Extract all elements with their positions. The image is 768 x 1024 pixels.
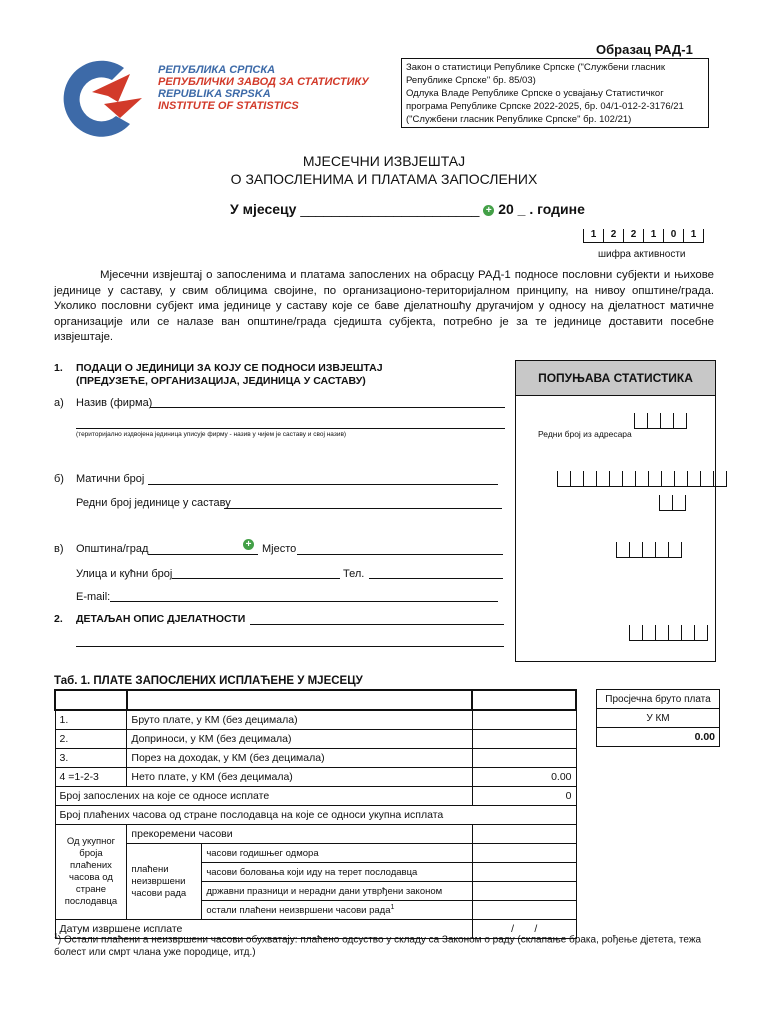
logo-text xyxy=(158,64,369,112)
sub-row-label xyxy=(202,901,473,920)
table-row xyxy=(55,825,576,844)
add-municipality-icon[interactable]: + xyxy=(243,539,254,550)
municipality-input[interactable] xyxy=(148,554,258,555)
institute-logo xyxy=(54,58,154,142)
month-input[interactable]: _______________________ xyxy=(300,201,480,217)
hours-label: Број плаћених часова од стране послодавца на које се односи укупна исплата xyxy=(55,806,576,825)
section-2-title: ДЕТАЉАН ОПИС ДЈЕЛАТНОСТИ xyxy=(76,613,246,625)
activity-code-digit: 1 xyxy=(643,229,663,243)
section-1-title-line-2: (ПРЕДУЗЕЋЕ, ОРГАНИЗАЦИЈА, ЈЕДИНИЦА У САСТАВУ) xyxy=(76,375,366,387)
row-label: Нето плате, у КМ (без децимала) xyxy=(127,768,473,787)
add-month-icon[interactable]: + xyxy=(483,205,494,216)
table-row xyxy=(55,710,576,730)
name-label: Назив (фирма) xyxy=(76,397,153,409)
sub-row-label: часови боловања који иду на терет послодавца xyxy=(202,863,473,882)
legal-line: Закон о статистици Републике Српске ("Службени гласник xyxy=(406,62,665,73)
sick-leave-input[interactable] xyxy=(472,863,576,882)
logo-line-1: РЕПУБЛИКА СРПСКА xyxy=(158,64,276,76)
gross-salary-input[interactable] xyxy=(472,710,576,730)
municipality-label: Општина/град xyxy=(76,543,149,555)
activity-code-caption: шифра активности xyxy=(598,249,686,260)
table-row xyxy=(55,787,576,806)
activity-code-digit: 2 xyxy=(603,229,623,243)
legal-line: Републике Српске" бр. 85/03) xyxy=(406,75,536,86)
table-header-row xyxy=(55,690,576,710)
reg-number-label: Матични број xyxy=(76,473,145,485)
label-v: в) xyxy=(54,543,64,555)
table-header-cell xyxy=(55,690,127,710)
holidays-input[interactable] xyxy=(472,882,576,901)
phone-input[interactable] xyxy=(369,578,503,579)
activity-description-input-2[interactable] xyxy=(76,646,504,647)
logo-mark-icon xyxy=(54,58,154,142)
table-1-title: Таб. 1. ПЛАТЕ ЗАПОСЛЕНИХ ИСПЛАЋЕНЕ У МЈЕСЕЦУ xyxy=(54,675,363,687)
row-label: Доприноси, у КМ (без децимала) xyxy=(127,730,473,749)
table-header-cell xyxy=(127,690,473,710)
footnote-text: Остали плаћени а неизвршени часови обухватају: плаћено одсуство у складу са Законом о раду (склапање брака, рођење дјетета, тежа болест или смрт члана уже породице, итд.) xyxy=(54,934,702,959)
activity-code-digit: 1 xyxy=(583,229,603,243)
average-salary-box xyxy=(596,689,720,747)
activity-code-digit: 1 xyxy=(683,229,704,243)
income-tax-input[interactable] xyxy=(472,749,576,768)
statistics-box-header: ПОПУЊАВА СТАТИСТИКА xyxy=(516,361,715,396)
statistics-box xyxy=(515,360,716,662)
employees-input[interactable]: 0 xyxy=(472,787,576,806)
phone-label: Тел. xyxy=(343,568,365,580)
month-row xyxy=(230,201,585,217)
unit-number-input[interactable] xyxy=(224,508,502,509)
legal-basis-box xyxy=(401,58,709,128)
table-row xyxy=(55,768,576,787)
row-number: 3. xyxy=(55,749,127,768)
date-label: Датум извршене исплате xyxy=(55,920,472,939)
email-input[interactable] xyxy=(110,601,498,602)
unit-number-boxes[interactable] xyxy=(659,495,686,511)
label-b: б) xyxy=(54,473,64,485)
name-note: (територијално издвојена јединица уписује фирму - назив у чијем је саставу и свој назив) xyxy=(76,431,347,438)
place-label: Мјесто xyxy=(262,543,297,555)
activity-code-stat-boxes[interactable] xyxy=(629,625,708,641)
municipality-code-boxes[interactable] xyxy=(616,542,682,558)
sub-row-label: часови годишњег одмора xyxy=(202,844,473,863)
legal-line: ("Службени гласник Републике Српске" бр. 102/21) xyxy=(406,114,632,125)
footnote-mark: 1 xyxy=(390,903,395,911)
street-input[interactable] xyxy=(172,578,340,579)
footnote xyxy=(54,930,714,959)
net-salary-value: 0.00 xyxy=(472,768,576,787)
table-row xyxy=(55,844,576,863)
footnote-mark-paren: ) xyxy=(57,934,62,946)
title-line-2: О ЗАПОСЛЕНИМА И ПЛАТАМА ЗАПОСЛЕНИХ xyxy=(230,171,538,187)
legal-line: програма Републике Српске 2022-2025, бр. 04/1-012-2-3176/21 xyxy=(406,101,684,112)
section-1-title-line-1: ПОДАЦИ О ЈЕДИНИЦИ ЗА КОЈУ СЕ ПОДНОСИ ИЗВЈЕШТАЈ xyxy=(76,362,383,374)
name-input-1[interactable] xyxy=(150,407,505,408)
sub-row-label: државни празници и нерадни дани утврђени законом xyxy=(202,882,473,901)
title-line-1: МЈЕСЕЧНИ ИЗВЈЕШТАЈ xyxy=(302,153,466,169)
employees-label: Број запослених на које се односе исплате xyxy=(55,787,472,806)
logo-line-2: РЕПУБЛИЧКИ ЗАВОД ЗА СТАТИСТИКУ xyxy=(158,76,369,88)
address-number-label: Редни број из адресара xyxy=(538,429,632,439)
address-number-boxes[interactable] xyxy=(634,413,687,429)
other-hours-label: остали плаћени неизвршени часови рада xyxy=(206,905,391,917)
reg-number-input[interactable] xyxy=(148,484,498,485)
average-salary-title: Просјечна бруто плата xyxy=(597,690,720,709)
average-salary-unit: У КМ xyxy=(597,709,720,728)
activity-code-digit: 2 xyxy=(623,229,643,243)
street-label: Улица и кућни број xyxy=(76,568,173,580)
label-a: а) xyxy=(54,397,64,409)
row-label: Порез на доходак, у КМ (без децимала) xyxy=(127,749,473,768)
report-title xyxy=(0,152,768,188)
place-input[interactable] xyxy=(297,554,503,555)
contributions-input[interactable] xyxy=(472,730,576,749)
annual-leave-input[interactable] xyxy=(472,844,576,863)
other-hours-input[interactable] xyxy=(472,901,576,920)
intro-paragraph: Мјесечни извјештај о запосленима и платама запослених на обрасцу РАД-1 подносе пословни субјекти и њихове јединице у саставу, у свим облицима својине, по организационо-територијалном принципу, на нивоу општине/града. Уколико пословни субјект има јединице у саставу које се баве дјелатношћу другачијом у односу на дјелатност матичне организације или се налазе ван општине/града сједишта субјекта, потребно је за те јединице доставити посебне извјештаје. xyxy=(54,269,714,343)
row-label: Бруто плате, у КМ (без децимала) xyxy=(127,710,473,730)
activity-code-boxes xyxy=(583,229,704,243)
section-1-title xyxy=(76,362,383,388)
table-row xyxy=(55,806,576,825)
payment-date-input[interactable]: / / xyxy=(472,920,576,939)
table-row xyxy=(55,730,576,749)
activity-description-input-1[interactable] xyxy=(250,624,504,625)
of-total-label: Од укупног броја плаћених часова од стране послодавца xyxy=(55,825,127,920)
logo-line-4: INSTITUTE OF STATISTICS xyxy=(158,100,299,112)
row-number: 1. xyxy=(55,710,127,730)
salary-table xyxy=(54,689,577,939)
reg-number-boxes[interactable] xyxy=(557,471,727,487)
overtime-input[interactable] xyxy=(472,825,576,844)
table-header-cell xyxy=(472,690,576,710)
overtime-label: прекоремени часови xyxy=(127,825,473,844)
activity-code-digit: 0 xyxy=(663,229,683,243)
legal-line: Одлука Владе Републике Српске о усвајању Статистичког xyxy=(406,88,664,99)
row-number: 2. xyxy=(55,730,127,749)
footnote-number: 1 xyxy=(54,933,58,940)
logo-line-3: REPUBLIKA SRPSKA xyxy=(158,88,271,100)
unit-number-label: Редни број јединице у саставу xyxy=(76,497,231,509)
form-code: Образац РАД-1 xyxy=(596,42,693,57)
table-row xyxy=(55,749,576,768)
paid-unworked-label: плаћени неизвршени часови рада xyxy=(127,844,202,920)
section-2-num: 2. xyxy=(54,613,63,625)
email-label: E-mail: xyxy=(76,591,111,603)
average-salary-value: 0.00 xyxy=(597,728,720,747)
row-number: 4 =1-2-3 xyxy=(55,768,127,787)
section-1-num: 1. xyxy=(54,362,63,374)
month-label: У мјесецу xyxy=(230,201,297,217)
year-label[interactable]: 20 _ . године xyxy=(498,201,585,217)
name-input-2[interactable] xyxy=(76,428,505,429)
